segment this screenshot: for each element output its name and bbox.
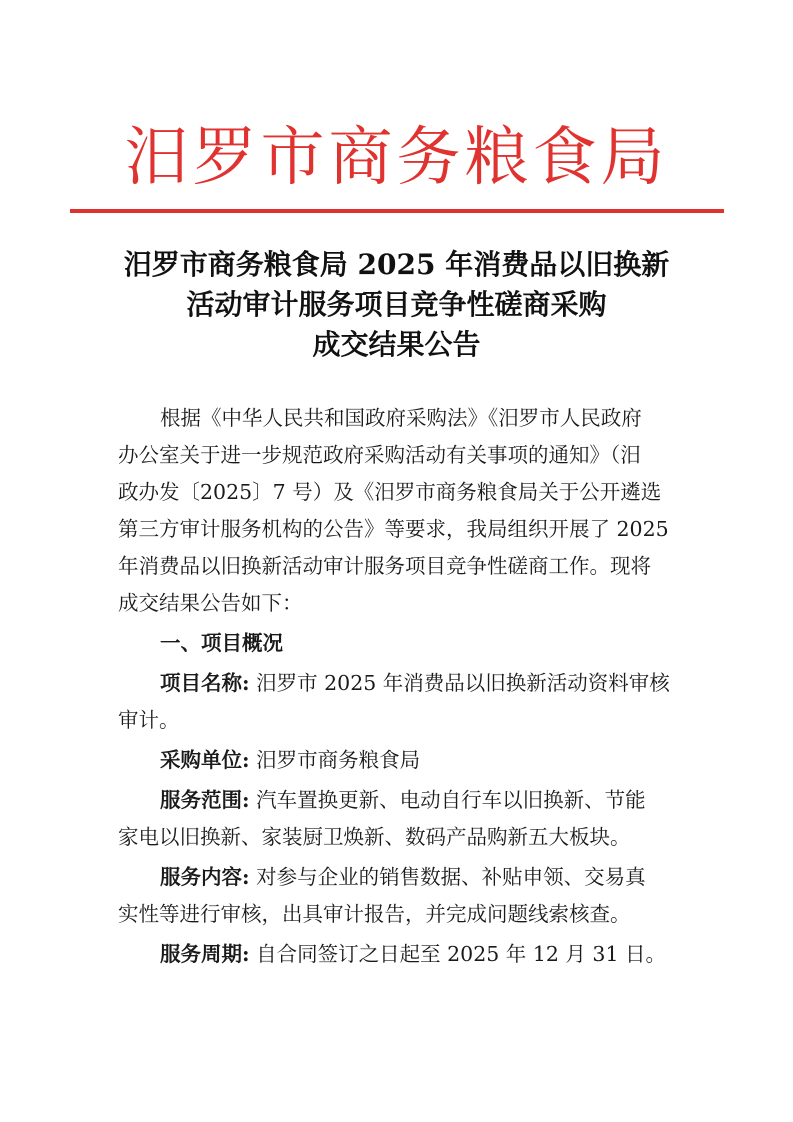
purchaser-label: 采购单位: <box>160 748 250 772</box>
period-label: 服务周期: <box>160 942 250 966</box>
purchaser-value: 汨罗市商务粮食局 <box>249 748 421 772</box>
scope-value: 汽车置换更新、电动自行车以旧换新、节能 <box>249 788 646 812</box>
intro-line-6: 成交结果公告如下： <box>118 591 303 615</box>
intro-line-2: 办公室关于进一步规范政府采购活动有关事项的通知》（汨 <box>118 443 641 467</box>
title-line-1: 汨罗市商务粮食局 2025 年消费品以旧换新 <box>123 248 670 281</box>
intro-line-4: 第三方审计服务机构的公告》等要求，我局组织开展了 2025 <box>118 517 669 541</box>
purchaser-row <box>118 742 678 779</box>
title-line-3: 成交结果公告 <box>312 328 481 361</box>
content-row <box>118 859 678 896</box>
period-value: 自合同签订之日起至 2025 年 12 月 31 日。 <box>249 942 667 966</box>
project-name-continuation: 审计。 <box>118 708 180 732</box>
intro-line-3: 政办发〔2025〕7 号）及《汨罗市商务粮食局关于公开遴选 <box>118 480 662 504</box>
period-row <box>118 936 678 973</box>
announcement-body <box>118 400 678 973</box>
section-heading-overview: 一、项目概况 <box>160 631 283 655</box>
content-label: 服务内容: <box>160 865 250 889</box>
intro-line-5: 年消费品以旧换新活动审计服务项目竞争性磋商工作。现将 <box>118 554 651 578</box>
project-name-row <box>118 665 678 702</box>
scope-label: 服务范围: <box>160 788 250 812</box>
scope-continuation: 家电以旧换新、家装厨卫焕新、数码产品购新五大板块。 <box>118 825 631 849</box>
content-continuation: 实性等进行审核，出具审计报告，并完成问题线索核查。 <box>118 902 631 926</box>
scope-row <box>118 782 678 819</box>
title-line-2: 活动审计服务项目竞争性磋商采购 <box>186 288 607 321</box>
letterhead-red-rule <box>70 209 724 213</box>
intro-line-1: 根据《中华人民共和国政府采购法》《汨罗市人民政府 <box>160 406 642 430</box>
project-name-label: 项目名称: <box>160 671 250 695</box>
announcement-title <box>60 245 733 365</box>
project-name-value: 汨罗市 2025 年消费品以旧换新活动资料审核 <box>249 671 670 695</box>
letterhead-org-name: 汨罗市商务粮食局 <box>124 121 669 195</box>
content-value: 对参与企业的销售数据、补贴申领、交易真 <box>249 865 646 889</box>
